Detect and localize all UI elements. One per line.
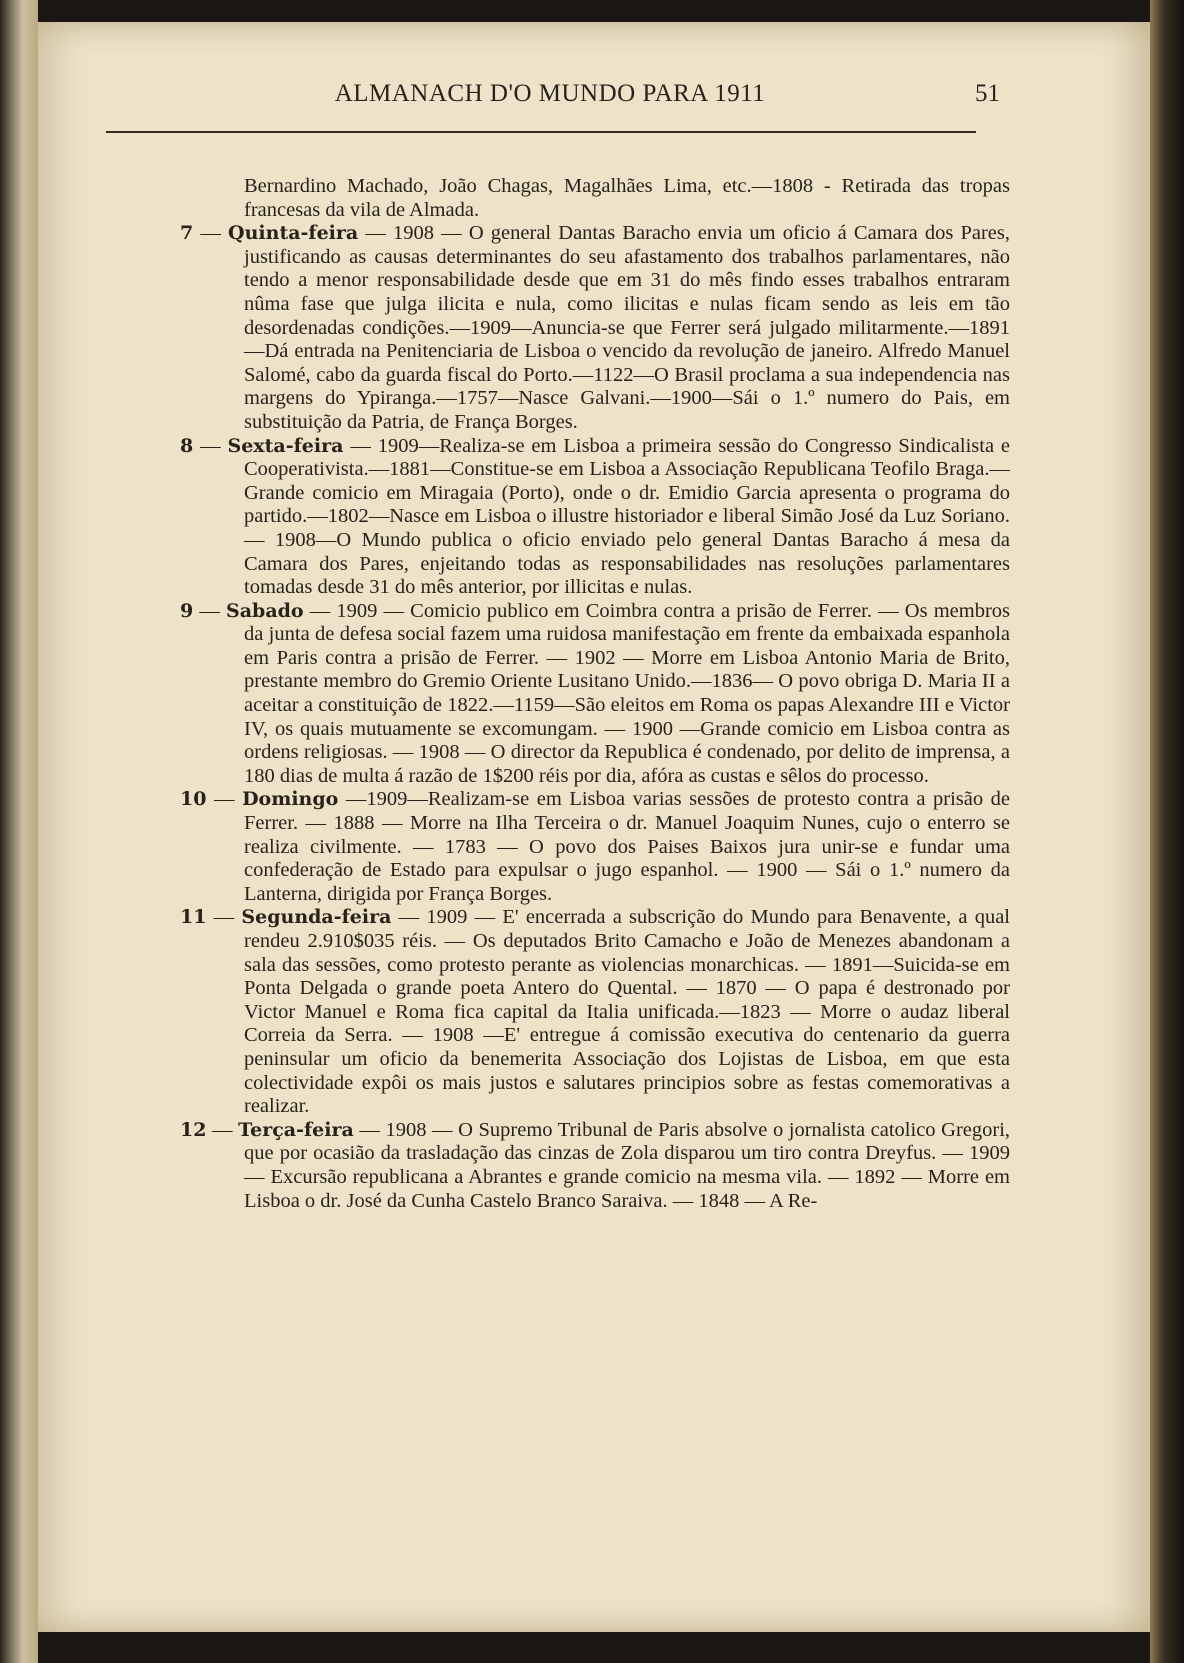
page-number: 51 [975,80,1000,107]
entry-number: 11 [180,906,207,929]
entry-text: — 1909—Realiza-se em Lisboa a primeira sessão do Congresso Sindicalista e Cooperativista.—1881—Constitue-se em Lisboa a Associação Republicana Teofilo Braga.—Grande comicio em Miragaia (Porto), onde o dr. Emidio Garcia apresenta o programa do partido.—1802—Nasce em Lisboa o illustre historiador e liberal Simão José da Luz Soriano.— 1908—O Mundo publica o oficio enviado pelo general Dantas Baracho á mesa da Camara dos Pares, enjeitando todas as responsabilidades nas resoluções parlamentares tomadas desde 31 do mês anterior, por illicitas e nulas. [244,434,1011,599]
header-rule [106,131,976,133]
entry-number: 9 [180,599,194,622]
entry-day-12: 12 — Terça-feira — 1908 — O Supremo Tribunal de Paris absolve o jornalista catolico Gregori, que por ocasião da trasladação das cinzas de Zola disparou um tiro contra Dreyfus. — 1909 — Excursão republicana a Abrantes e grande comicio na mesma vila. — 1892 — Morre em Lisboa o dr. José da Cunha Castelo Branco Saraiva. — 1848 — A Re- [180,1118,1011,1212]
entry-text: — 1908 — O Supremo Tribunal de Paris absolve o jornalista catolico Gregori, que por ocasião da trasladação das cinzas de Zola disparou um tiro contra Dreyfus. — 1909 — Excursão republicana a Abrantes e grande comicio na mesma vila. — 1892 — Morre em Lisboa o dr. José da Cunha Castelo Branco Saraiva. — 1848 — A Re- [244,1118,1011,1212]
entry-number: 12 [180,1118,207,1141]
page-left-edge [0,0,38,1663]
entry-weekday: Sexta-feira [227,434,344,457]
entry-weekday: Terça-feira [238,1118,354,1141]
entry-day-10: 10 — Domingo —1909—Realizam-se em Lisboa varias sessões de protesto contra a prisão de Ferrer. — 1888 — Morre na Ilha Terceira o dr. Manuel Joaquim Nunes, cujo o enterro se realiza civilmente. — 1783 — O povo dos Paises Baixos jura unir-se e fundar uma confederação de Estado para expulsar o jugo espanhol. — 1900 — Sái o 1.º numero da Lanterna, dirigida por França Borges. [180,788,1011,905]
entry-number: 10 [180,788,207,811]
entry-text: — 1909 — E' encerrada a subscrição do Mundo para Benavente, a qual rendeu 2.910$035 réis. — Os deputados Brito Camacho e João de Menezes abandonam a sala das sessões, como protesto perante as violencias monarchicas. — 1891—Suicida-se em Ponta Delgada o grande poeta Antero do Quental. — 1870 — O papa é destronado por Victor Manuel e Roma fica capital da Italia unificada.—1823 — Morre o audaz liberal Correia da Serra. — 1908 —E' entregue á comissão executiva do centenario da guerra peninsular um oficio da benemerita Associação dos Lojistas de Lisboa, em que esta colectividade expôi os mais justos e salutares principios sobre as festas comemorativas a realizar. [244,906,1010,1118]
entry-number: 8 [180,434,194,457]
entry-day-11: 11 — Segunda-feira — 1909 — E' encerrada a subscrição do Mundo para Benavente, a qual rendeu 2.910$035 réis. — Os deputados Brito Camacho e João de Menezes abandonam a sala das sessões, como protesto perante as violencias monarchicas. — 1891—Suicida-se em Ponta Delgada o grande poeta Antero do Quental. — 1870 — O papa é destronado por Victor Manuel e Roma fica capital da Italia unificada.—1823 — Morre o audaz liberal Correia da Serra. — 1908 —E' entregue á comissão executiva do centenario da guerra peninsular um oficio da benemerita Associação dos Lojistas de Lisboa, em que esta colectividade expôi os mais justos e salutares principios sobre as festas comemorativas a realizar. [180,906,1010,1118]
continued-paragraph: Bernardino Machado, João Chagas, Magalhães Lima, etc.—1808 - Retirada das tropas francesas da vila de Almada. [244,175,1010,221]
entry-weekday: Quinta-feira [228,222,359,245]
page-right-edge [1150,0,1184,1663]
running-title: ALMANACH D'O MUNDO PARA 1911 [334,80,766,107]
entry-text: — 1908 — O general Dantas Baracho envia um oficio á Camara dos Pares, justificando as causas determinantes do seu afastamento dos trabalhos parlamentares, não tendo a menor responsabilidade desde que em 31 do mês findo esses trabalhos entraram nûma fase que julga ilicita e nula, como ilicitas e nulas ficam sendo as leis em tão desordenadas condições.—1909—Anuncia-se que Ferrer será julgado militarmente.—1891—Dá entrada na Penitenciaria de Lisboa o vencido da revolução de janeiro. Alfredo Manuel Salomé, cabo da guarda fiscal do Porto.—1122—O Brasil proclama a sua independencia nas margens do Ypiranga.—1757—Nasce Galvani.—1900—Sái o 1.º numero do Pais, em substituição da Patria, de França Borges. [244,222,1010,433]
entry-day-9: 9 — Sabado — 1909 — Comicio publico em Coimbra contra a prisão de Ferrer. — Os membros da junta de defesa social fazem uma ruidosa manifestação em frente da embaixada espanhola em Paris contra a prisão de Ferrer. — 1902 — Morre em Lisboa Antonio Maria de Brito, prestante membro do Gremio Oriente Lusitano Unido.—1836— O povo obriga D. Maria II a aceitar a constituição de 1822.—1159—São eleitos em Roma os papas Alexandre III e Victor IV, os quais mutuamente se excomungam. — 1900 —Grande comicio em Lisboa contra as ordens religiosas. — 1908 — O director da Republica é condenado, por delito de imprensa, a 180 dias de multa á razão de 1$200 réis por dia, afóra as custas e sêlos do processo. [180,599,1010,787]
entry-weekday: Segunda-feira [241,906,392,929]
entry-day-7: 7 — Quinta-feira — 1908 — O general Dantas Baracho envia um oficio á Camara dos Pares, justificando as causas determinantes do seu afastamento dos trabalhos parlamentares, não tendo a menor responsabilidade desde que em 31 do mês findo esses trabalhos entraram nûma fase que julga ilicita e nula, como ilicitas e nulas ficam sendo as leis em tão desordenadas condições.—1909—Anuncia-se que Ferrer será julgado militarmente.—1891—Dá entrada na Penitenciaria de Lisboa o vencido da revolução de janeiro. Alfredo Manuel Salomé, cabo da guarda fiscal do Porto.—1122—O Brasil proclama a sua independencia nas margens do Ypiranga.—1757—Nasce Galvani.—1900—Sái o 1.º numero do Pais, em substituição da Patria, de França Borges. [180,222,1010,433]
almanac-body [180,175,1010,1213]
entry-weekday: Sabado [226,599,304,622]
entry-number: 7 [180,222,194,245]
running-header [100,80,1000,124]
entry-weekday: Domingo [242,788,339,811]
entry-day-8: 8 — Sexta-feira — 1909—Realiza-se em Lisboa a primeira sessão do Congresso Sindicalista e Cooperativista.—1881—Constitue-se em Lisboa a Associação Republicana Teofilo Braga.—Grande comicio em Miragaia (Porto), onde o dr. Emidio Garcia apresenta o programa do partido.—1802—Nasce em Lisboa o illustre historiador e liberal Simão José da Luz Soriano.— 1908—O Mundo publica o oficio enviado pelo general Dantas Baracho á mesa da Camara dos Pares, enjeitando todas as responsabilidades nas resoluções parlamentares tomadas desde 31 do mês anterior, por illicitas e nulas. [180,434,1011,599]
entry-text: — 1909 — Comicio publico em Coimbra contra a prisão de Ferrer. — Os membros da junta de defesa social fazem uma ruidosa manifestação em frente da embaixada espanhola em Paris contra a prisão de Ferrer. — 1902 — Morre em Lisboa Antonio Maria de Brito, prestante membro do Gremio Oriente Lusitano Unido.—1836— O povo obriga D. Maria II a aceitar a constituição de 1822.—1159—São eleitos em Roma os papas Alexandre III e Victor IV, os quais mutuamente se excomungam. — 1900 —Grande comicio em Lisboa contra as ordens religiosas. — 1908 — O director da Republica é condenado, por delito de imprensa, a 180 dias de multa á razão de 1$200 réis por dia, afóra as custas e sêlos do processo. [244,599,1010,787]
entry-text: —1909—Realizam-se em Lisboa varias sessões de protesto contra a prisão de Ferrer. — 1888 — Morre na Ilha Terceira o dr. Manuel Joaquim Nunes, cujo o enterro se realiza civilmente. — 1783 — O povo dos Paises Baixos jura unir-se e fundar uma confederação de Estado para expulsar o jugo espanhol. — 1900 — Sái o 1.º numero da Lanterna, dirigida por França Borges. [244,788,1011,905]
